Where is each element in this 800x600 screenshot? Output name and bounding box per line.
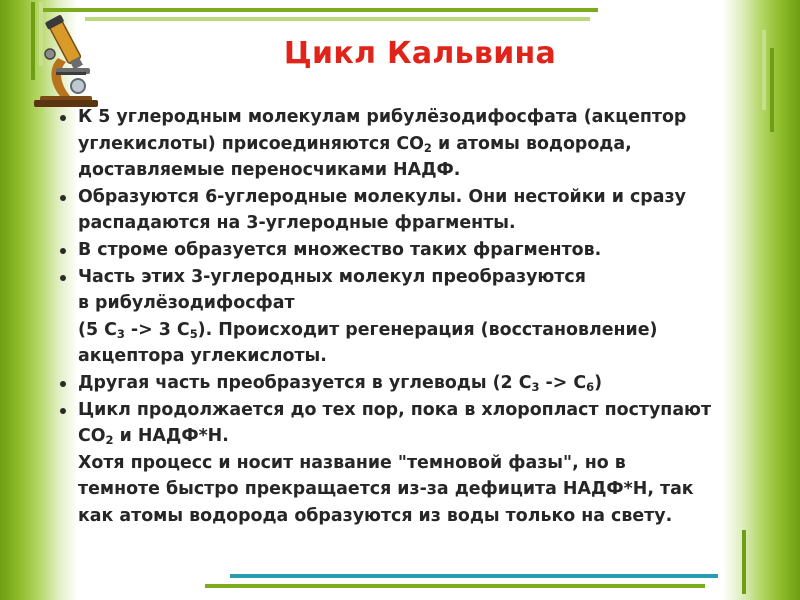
list-item	[58, 264, 748, 370]
subscript: 2	[423, 140, 432, 155]
text-segment: ). Происходит регенерация (восстановление)	[197, 319, 658, 340]
microscope-icon	[20, 12, 102, 108]
text-line: темноте быстро прекращается из-за дефицита НАДФ*Н, так	[78, 479, 694, 500]
list-item	[58, 104, 748, 184]
text-line: как атомы водорода образуются из воды только на свету.	[78, 505, 673, 526]
text-line	[78, 131, 748, 158]
list-item	[58, 397, 748, 450]
text-segment: )	[594, 372, 603, 393]
text-segment: углекислоты) присоединяются СО	[78, 133, 424, 154]
bottom-right-vertical-line	[742, 530, 746, 594]
list-item	[58, 237, 748, 264]
right-vertical-line-light	[762, 30, 766, 110]
paragraph	[58, 450, 748, 530]
text-segment: СО	[78, 426, 106, 447]
text-line: доставляемые переносчиками НАДФ.	[78, 160, 461, 181]
text-line	[78, 370, 748, 397]
top-decorative-line-dark	[40, 8, 598, 12]
page-title: Цикл Кальвина	[283, 36, 557, 71]
text-line: В строме образуется множество таких фрагментов.	[78, 239, 602, 260]
subscript: 3	[116, 326, 125, 341]
text-line: Хотя процесс и носит название "темновой фазы", но в	[78, 452, 626, 473]
right-vertical-line-dark	[770, 48, 774, 132]
list-item	[58, 184, 748, 237]
text-segment: -> 3 С	[124, 319, 190, 340]
text-segment: -> С	[539, 372, 587, 393]
text-line: в рибулёзодифосфат	[78, 293, 295, 314]
text-segment: Другая часть преобразуется в углеводы (2 С	[78, 372, 532, 393]
text-segment: (5 С	[78, 319, 117, 340]
text-segment: и атомы водорода,	[431, 133, 632, 154]
subscript: 5	[189, 326, 198, 341]
text-line: Цикл продолжается до тех пор, пока в хлоропласт поступают	[78, 399, 712, 420]
text-line	[78, 423, 748, 450]
text-line: Часть этих 3-углеродных молекул преобразуются	[78, 266, 586, 287]
text-line	[78, 317, 748, 344]
subscript: 6	[586, 380, 595, 395]
bottom-decorative-line-green	[205, 584, 705, 588]
text-line: Образуются 6-углеродные молекулы. Они нестойки и сразу	[78, 186, 686, 207]
top-decorative-line-light	[85, 17, 590, 21]
text-line: акцептора углекислоты.	[78, 346, 327, 367]
text-line: К 5 углеродным молекулам рибулёзодифосфата (акцептор	[78, 107, 687, 127]
list-item	[58, 370, 748, 397]
text-line: распадаются на 3-углеродные фрагменты.	[78, 213, 516, 234]
subscript: 2	[105, 433, 114, 448]
bullet-list	[58, 104, 748, 530]
bottom-decorative-line-teal	[230, 574, 718, 578]
text-segment: и НАДФ*Н.	[113, 426, 229, 447]
subscript: 3	[531, 380, 540, 395]
